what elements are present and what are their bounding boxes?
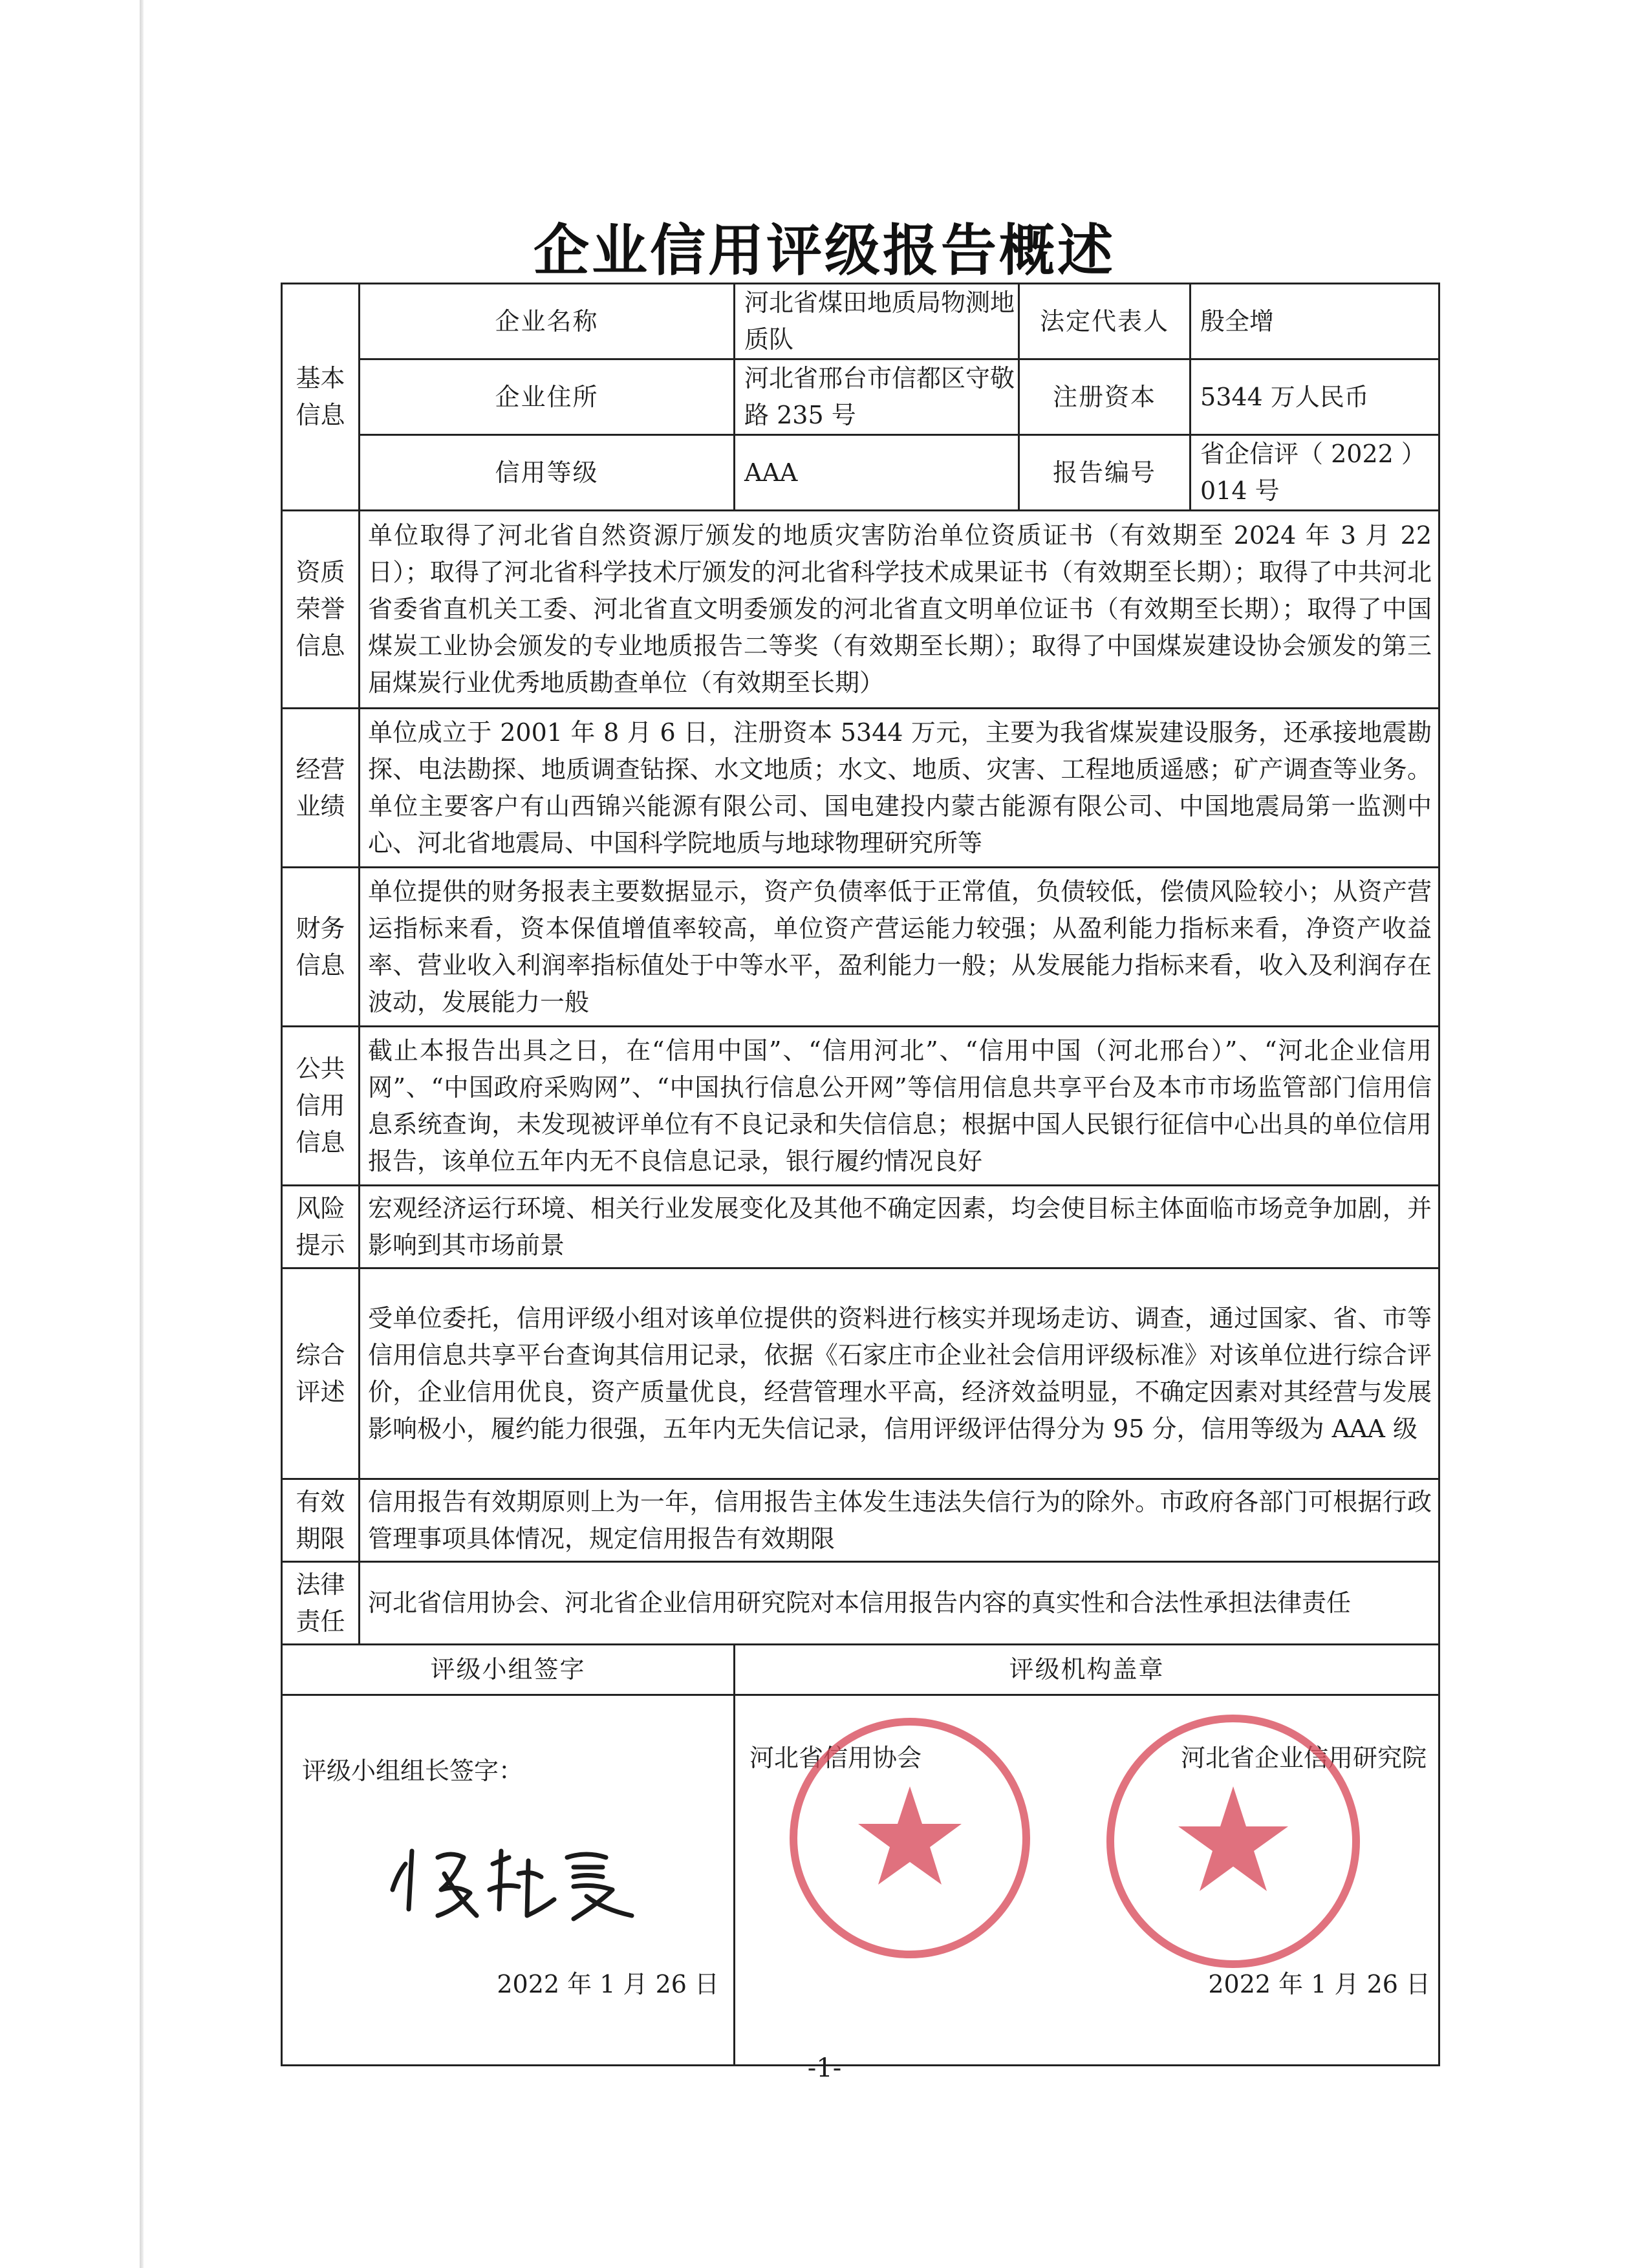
section-text-risk: 宏观经济运行环境、相关行业发展变化及其他不确定因素，均会使目标主体面临市场竞争加剧，并影响到其市场前景 xyxy=(360,1186,1439,1268)
section-finance xyxy=(282,868,1439,1027)
label-company-address: 企业住所 xyxy=(360,359,735,435)
section-label-performance xyxy=(282,709,360,868)
section-qualification xyxy=(282,511,1439,709)
label-line: 荣誉 xyxy=(296,595,345,623)
value-registered-capital: 5344 万人民币 xyxy=(1191,359,1439,435)
label-line: 责任 xyxy=(296,1607,345,1636)
signature-right-header: 评级机构盖章 xyxy=(735,1645,1439,1695)
section-label-legal xyxy=(282,1562,360,1645)
org-name-credit-institute: 河北省企业信用研究院 xyxy=(1181,1744,1427,1772)
handwritten-signature xyxy=(380,1812,651,1942)
section-label-basic xyxy=(282,284,360,511)
section-label-qualification xyxy=(282,511,360,709)
section-label-validity xyxy=(282,1479,360,1562)
page-title: 企业信用评级报告概述 xyxy=(534,219,1116,283)
leader-signature-label: 评级小组组长签字： xyxy=(302,1757,524,1785)
label-line: 资质 xyxy=(296,558,345,586)
label-line: 提示 xyxy=(296,1230,345,1259)
seal-credit-institute-icon xyxy=(1097,1706,1369,1977)
basic-row-2 xyxy=(282,359,1439,435)
section-text-summary: 受单位委托，信用评级小组对该单位提供的资料进行核实并现场走访、调查，通过国家、省、市等信用信息共享平台查询其信用记录，依据《石家庄市企业社会信用评级标准》对该单位进行综合评价，企业信用优良，资产质量优良，经营管理水平高，经济效益明显，不确定因素对其经营与发展影响极小，履约能力很强，五年内无失信记录，信用评级评估得分为 95 分，信用等级为 AAA 级 xyxy=(360,1268,1439,1479)
label-line: 期限 xyxy=(296,1524,345,1553)
section-performance xyxy=(282,709,1439,868)
section-label-risk xyxy=(282,1186,360,1268)
section-text-legal: 河北省信用协会、河北省企业信用研究院对本信用报告内容的真实性和合法性承担法律责任 xyxy=(360,1562,1439,1645)
section-text-public-credit: 截止本报告出具之日，在“信用中国”、“信用河北”、“信用中国（河北邢台）”、“河北企业信用网”、“中国政府采购网”、“中国执行信息公开网”等信用信息共享平台及本市市场监管部门信用信息系统查询，未发现被评单位有不良记录和失信信息；根据中国人民银行征信中心出具的单位信用报告，该单位五年内无不良信息记录，银行履约情况良好 xyxy=(360,1027,1439,1186)
section-label-finance xyxy=(282,868,360,1027)
section-legal xyxy=(282,1562,1439,1645)
label-line: 综合 xyxy=(296,1340,345,1369)
label-line: 信息 xyxy=(296,950,345,979)
org-name-credit-association: 河北省信用协会 xyxy=(749,1744,922,1772)
label-line: 经营 xyxy=(296,754,345,784)
section-label-summary xyxy=(282,1268,360,1479)
label-line: 法律 xyxy=(296,1570,345,1599)
label-line: 公共 xyxy=(296,1054,345,1083)
signature-body-row xyxy=(282,1695,1439,2066)
label-company-name: 企业名称 xyxy=(360,284,735,359)
value-company-name: 河北省煤田地质局物测地质队 xyxy=(735,284,1019,359)
label-registered-capital: 注册资本 xyxy=(1019,359,1191,435)
seal-credit-association-icon xyxy=(781,1709,1039,1967)
section-summary xyxy=(282,1268,1439,1479)
label-line: 风险 xyxy=(296,1193,345,1223)
basic-row-3 xyxy=(282,435,1439,511)
label-line: 业绩 xyxy=(296,791,345,820)
section-text-validity: 信用报告有效期原则上为一年，信用报告主体发生违法失信行为的除外。市政府各部门可根据行政管理事项具体情况，规定信用报告有效期限 xyxy=(360,1479,1439,1562)
signature-left-header: 评级小组签字 xyxy=(282,1645,735,1695)
report-table xyxy=(281,283,1440,2066)
org-seal-date: 2022 年 1 月 26 日 xyxy=(1208,1970,1431,1998)
section-label-public-credit xyxy=(282,1027,360,1186)
section-text-finance: 单位提供的财务报表主要数据显示，资产负债率低于正常值，负债较低，偿债风险较小；从资产营运指标来看，资本保值增值率较高，单位资产营运能力较强；从盈利能力指标来看，净资产收益率、营业收入利润率指标值处于中等水平，盈利能力一般；从发展能力指标来看，收入及利润存在波动，发展能力一般 xyxy=(360,868,1439,1027)
label-line: 信用 xyxy=(296,1091,345,1120)
signature-left-cell xyxy=(282,1695,735,2066)
basic-label-text: 基本 信息 xyxy=(296,364,345,429)
basic-row-1 xyxy=(282,284,1439,359)
label-credit-rating: 信用等级 xyxy=(360,435,735,511)
label-line: 有效 xyxy=(296,1487,345,1516)
value-credit-rating: AAA xyxy=(735,435,1019,511)
signature-header-row xyxy=(282,1645,1439,1695)
page-number: -1- xyxy=(807,2053,842,2083)
label-legal-rep: 法定代表人 xyxy=(1019,284,1191,359)
label-line: 信息 xyxy=(296,632,345,660)
section-text-qualification: 单位取得了河北省自然资源厅颁发的地质灾害防治单位资质证书（有效期至 2024 年 3 月 22 日）；取得了河北省科学技术厅颁发的河北省科学技术成果证书（有效期至长期）；取得了中共河北省委省直机关工委、河北省直文明委颁发的河北省直文明单位证书（有效期至长期）；取得了中国煤炭工业协会颁发的专业地质报告二等奖（有效期至长期）；取得了中国煤炭建设协会颁发的第三届煤炭行业优秀地质勘查单位（有效期至长期） xyxy=(360,511,1439,709)
value-company-address: 河北省邢台市信都区守敬路 235 号 xyxy=(735,359,1019,435)
scan-edge xyxy=(140,0,144,2268)
label-report-number: 报告编号 xyxy=(1019,435,1191,511)
label-line: 财务 xyxy=(296,914,345,943)
value-report-number: 省企信评（ 2022 ）014 号 xyxy=(1191,435,1439,511)
leader-signature-date: 2022 年 1 月 26 日 xyxy=(497,1970,720,1998)
value-legal-rep: 殷全增 xyxy=(1191,284,1439,359)
label-line: 评述 xyxy=(296,1377,345,1406)
signature-right-cell xyxy=(735,1695,1439,2066)
section-public-credit xyxy=(282,1027,1439,1186)
section-risk xyxy=(282,1186,1439,1268)
section-validity xyxy=(282,1479,1439,1562)
label-line: 信息 xyxy=(296,1128,345,1157)
section-text-performance: 单位成立于 2001 年 8 月 6 日，注册资本 5344 万元，主要为我省煤炭建设服务，还承接地震勘探、电法勘探、地质调查钻探、水文地质；水文、地质、灾害、工程地质遥感；矿产调查等业务。单位主要客户有山西锦兴能源有限公司、国电建投内蒙古能源有限公司、中国地震局第一监测中心、河北省地震局、中国科学院地质与地球物理研究所等 xyxy=(360,709,1439,868)
